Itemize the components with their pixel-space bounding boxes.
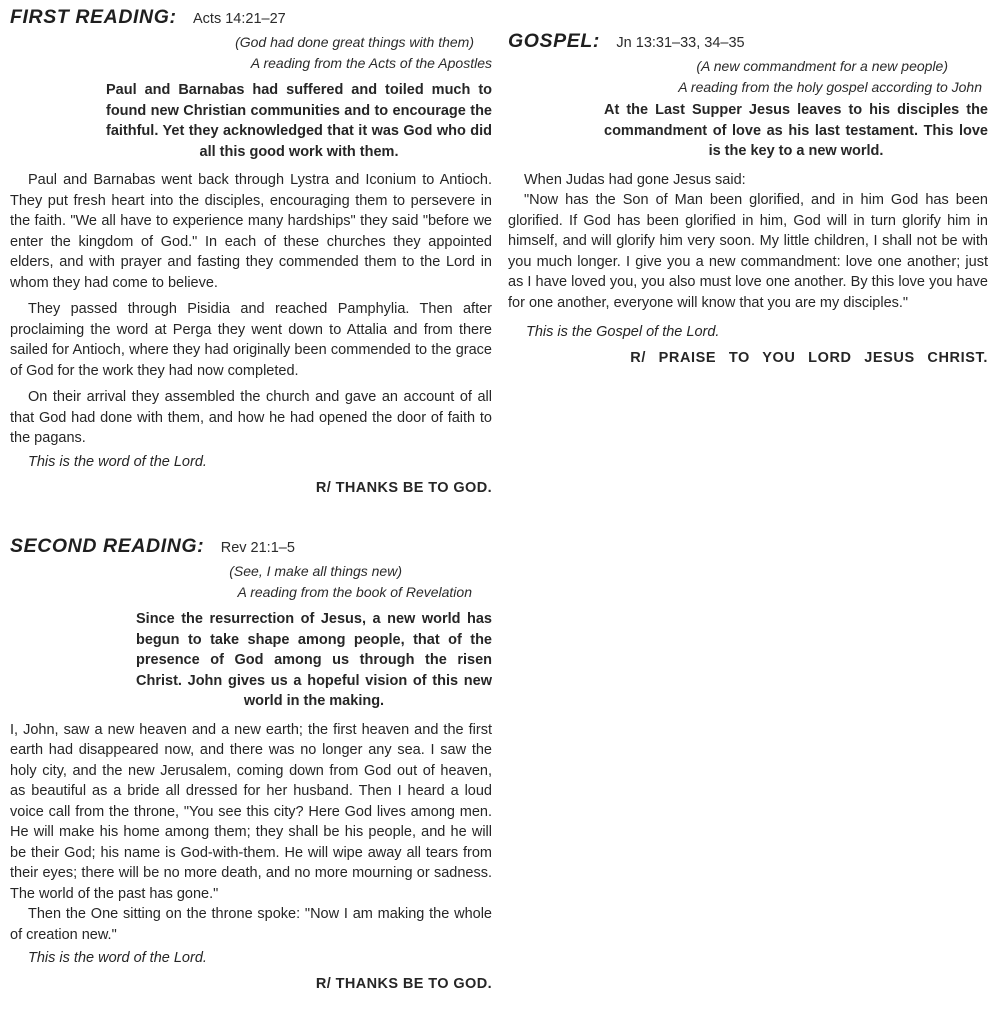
gospel-heading [508,26,988,56]
first-reading-heading [10,2,492,32]
gospel-title: GOSPEL: [508,30,600,52]
first-reading-closing: This is the word of the Lord. [28,453,207,470]
second-reading-response: R/ THANKS BE TO GOD. [315,976,492,992]
second-reading-summary: Since the resurrection of Jesus, a new world has begun to take shape among people, that of the presence of God among us through the risen Christ. John gives us a hopeful vision of this new world in the making. [136,611,492,709]
first-reading-paragraph: On their arrival they assembled the church and gave an account of all that God had done with them, and how he had opened the door of faith to the pagans. [10,389,492,446]
gospel-closing: This is the Gospel of the Lord. [526,324,720,340]
first-reading-section [10,2,492,499]
second-reading-reference: Rev 21:1–5 [220,540,295,556]
second-reading-section [10,531,492,995]
first-reading-paragraph: They passed through Pisidia and reached Pamphylia. Then after proclaiming the word at Perga they went down to Attalia and from there sailed for Antioch, where they had originally been commended to the grace of God for the work they had now completed. [10,301,492,379]
second-reading-paragraph: Then the One sitting on the throne spoke: "Now I am making the whole of creation new." [10,906,492,943]
second-reading-heading [10,531,492,561]
first-reading-paragraph: Paul and Barnabas went back through Lystra and Iconium to Antioch. They put fresh heart into the disciples, encouraging them to persevere in the faith. "We all have to experience many hardships" they said "before we enter the kingdom of God." In each of these churches they appointed elders, and with prayer and fasting they commended them to the Lord in whom they had come to believe. [10,172,492,291]
first-reading-response: R/ THANKS BE TO GOD. [315,479,492,496]
gospel-section [508,26,988,369]
first-reading-summary: Paul and Barnabas had suffered and toiled much to found new Christian communities and to encourage the faithful. Yet they acknowledged that it was God who did all this good work with them. [106,82,492,160]
gospel-subtitle: (A new commandment for a new people) [696,58,948,74]
gospel-intro: When Judas had gone Jesus said: [524,171,746,188]
second-reading-source: A reading from the book of Revelation [237,584,472,600]
second-reading-paragraph: I, John, saw a new heaven and a new earth; the first heaven and the first earth had disappeared now, and there was no longer any sea. I saw the holy city, and the new Jerusalem, coming down from God out of heaven, as beautiful as a bride all dressed for her husband. Then I heard a loud voice call from the throne, "You see this city? Here God lives among men. He will make his home among them; they shall be his people, and he will be their God; his name is God-with-them. He will wipe away all tears from their eyes; there will be no more death, and no more mourning or sadness. The world of the past has gone." [10,721,492,902]
gospel-summary: At the Last Supper Jesus leaves to his disciples the commandment of love as his last testament. This love is the key to a new world. [604,102,988,159]
left-column [10,0,492,992]
second-reading-subtitle: (See, I make all things new) [229,563,402,579]
gospel-quote: "Now has the Son of Man been glorified, and in him God has been glorified. If God has been glorified in him, God will in turn glorify him in himself, and will glorify him very soon. My little children, I shall not be with you much longer. I give you a new commandment: love one another; just as I have loved you, you also must love one another. By this love you have for one another, everyone will know that you are my disciples." [508,192,988,311]
first-reading-title: FIRST READING: [10,6,177,28]
second-reading-title: SECOND READING: [10,535,205,557]
gospel-reference: Jn 13:31–33, 34–35 [616,35,745,51]
first-reading-reference: Acts 14:21–27 [193,11,286,27]
gospel-source: A reading from the holy gospel according to John [678,79,982,95]
gospel-response: R/ PRAISE TO YOU LORD JESUS CHRIST. [630,350,988,366]
second-reading-closing: This is the word of the Lord. [28,950,207,966]
first-reading-source: A reading from the Acts of the Apostles [250,55,492,71]
first-reading-subtitle: (God had done great things with them) [235,34,474,50]
